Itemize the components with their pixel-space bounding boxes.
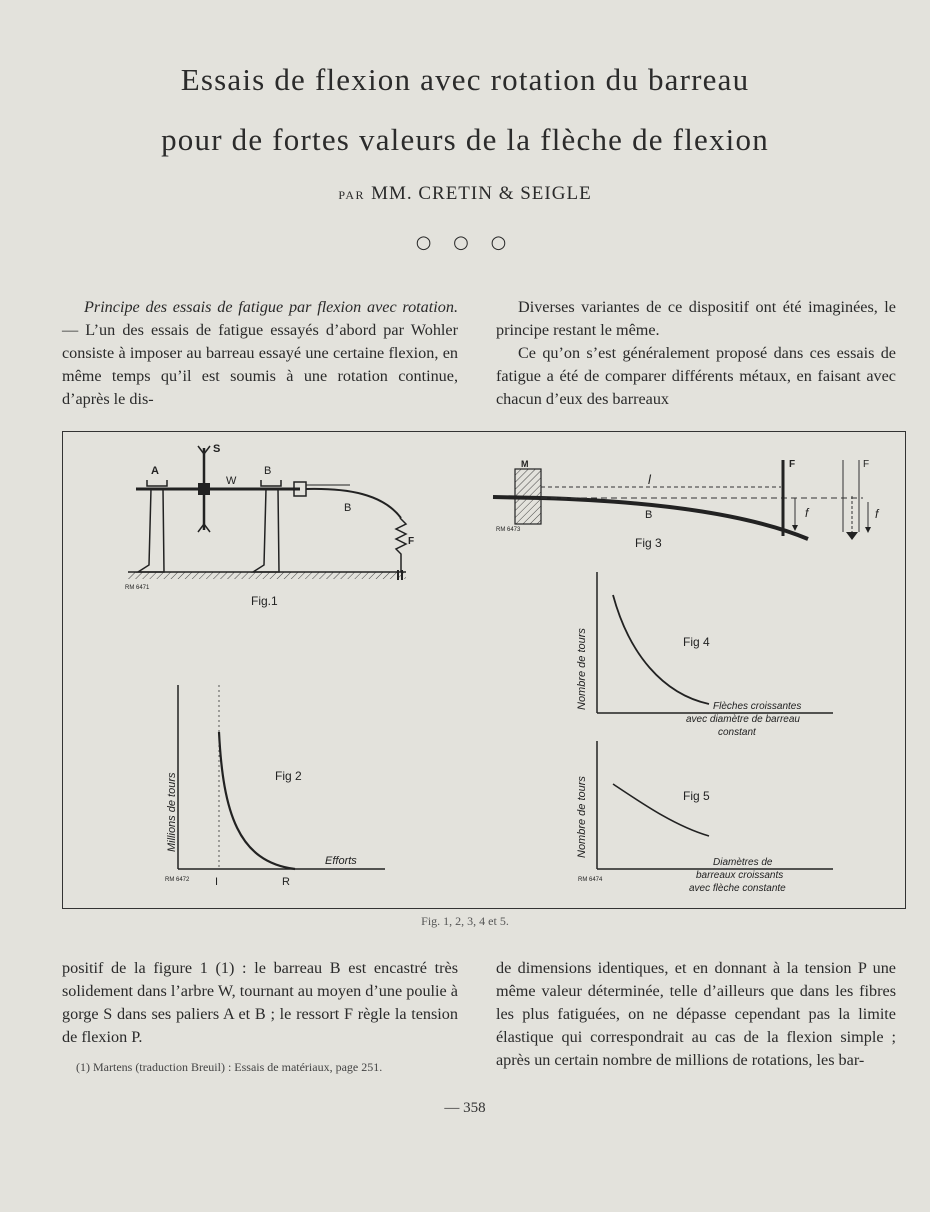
fig1-label-s: S <box>213 443 221 455</box>
page-number: — 358 <box>444 1100 486 1116</box>
fig3-label-m: M <box>521 459 529 469</box>
figure-plate <box>62 431 906 909</box>
fig2-ref: RM 6472 <box>165 877 190 883</box>
fig2-tick-i: I <box>215 876 219 888</box>
byline-authors: MM. CRETIN & SEIGLE <box>371 183 592 204</box>
fig1-bearing-a <box>138 489 164 572</box>
paragraph: de dimensions identiques, et en donnant à la tension P une même valeur déterminée, telle d’ailleurs que dans les fibres les plus fatiguées, on ne dépasse cependant pas la limite élastique qui correspondrait au cas de la flexion simple ; après un certain nombre de millions de rotations, les bar- <box>496 959 896 1069</box>
fig3-caption: Fig 3 <box>635 536 662 550</box>
column-left-bottom <box>62 957 458 1049</box>
fig1-label-f: F <box>408 536 415 547</box>
fig2-tick-r: R <box>282 876 290 888</box>
fig4-curve <box>613 595 709 704</box>
fig2-xlabel: Efforts <box>325 855 357 867</box>
fig3-label-f-small-1: f <box>805 506 809 520</box>
fig4-note-2: avec diamètre de barreau <box>686 714 800 725</box>
fig1-caption: Fig.1 <box>251 594 278 608</box>
fig1-label-b-bar: B <box>344 502 352 514</box>
paragraph: Diverses variantes de ce dispositif ont été imaginées, le principe restant le même. <box>496 298 896 339</box>
fig4-chart <box>576 572 833 738</box>
fig4-ylabel: Nombre de tours <box>576 628 588 710</box>
fig3-label-b: B <box>645 509 653 521</box>
fig1-bearing-b <box>253 489 279 572</box>
fig5-chart <box>576 741 833 894</box>
paragraph-text: — L’un des essais de fatigue essayés d’abord par Wohler consiste à imposer au barreau essayé une certaine flexion, en même temps qu’il est soumis à une rotation continue, d’après le dis- <box>62 321 458 408</box>
column-left-top <box>62 296 458 411</box>
fig3-label-f-small-2: f <box>875 507 879 521</box>
footnote: (1) Martens (traduction Breuil) : Essais de matériaux, page 251. <box>76 1060 383 1074</box>
fig3-ref: RM 6473 <box>496 527 521 533</box>
byline-prefix: PAR <box>338 188 366 202</box>
fig3-label-f1: F <box>789 459 796 470</box>
fig5-note-1: Diamètres de <box>713 857 773 868</box>
byline <box>0 183 930 205</box>
fig3-cantilever-drawing <box>493 459 880 550</box>
fig4-note-1: Flèches croissantes <box>713 701 802 712</box>
fig1-spring-f <box>396 518 406 572</box>
fig3-label-l: l <box>648 472 651 487</box>
article-title-line-1: Essais de flexion avec rotation du barreau <box>180 62 750 97</box>
fig4-caption: Fig 4 <box>683 635 710 649</box>
paragraph: Ce qu’on s’est généralement proposé dans ces essais de fatigue a été de comparer différents métaux, en faisant avec chacun d’eux des barreaux <box>496 344 896 408</box>
paragraph: positif de la figure 1 (1) : le barreau B est encastré très solidement dans l’arbre W, tournant au moyen d’une poulie à gorge S dans ses paliers A et B ; le ressort F règle la tension de flexion P. <box>62 959 458 1046</box>
fig2-curve <box>219 732 295 869</box>
column-right-top <box>496 296 896 411</box>
fig2-ylabel: Millions de tours <box>166 772 178 852</box>
article-title-line-2: pour de fortes valeurs de la flèche de flexion <box>161 122 769 157</box>
figure-drawings <box>63 432 904 907</box>
section-heading: Principe des essais de fatigue par flexion avec rotation. <box>84 298 458 316</box>
fig5-note-3: avec flèche constante <box>689 883 786 894</box>
fig1-ref: RM 6471 <box>125 585 150 591</box>
fig4-note-3: constant <box>718 727 756 738</box>
column-right-bottom <box>496 957 896 1072</box>
fig1-label-w: W <box>226 475 237 487</box>
fig1-label-b-top: B <box>264 465 272 477</box>
fig5-ref: RM 6474 <box>578 877 603 883</box>
fig1-apparatus-drawing <box>125 443 414 608</box>
fig2-chart <box>165 685 385 888</box>
fig5-caption: Fig 5 <box>683 789 710 803</box>
fig2-caption: Fig 2 <box>275 769 302 783</box>
figure-caption: Fig. 1, 2, 3, 4 et 5. <box>421 914 509 928</box>
fig1-label-a: A <box>151 465 159 477</box>
fig5-note-2: barreaux croissants <box>696 870 784 881</box>
section-ornament: ○ ○ ○ <box>415 232 515 253</box>
fig3-label-f2: F <box>863 459 870 470</box>
fig5-ylabel: Nombre de tours <box>576 776 588 858</box>
fig1-bar-b <box>306 489 401 518</box>
fig1-ground-hatch <box>128 572 406 579</box>
